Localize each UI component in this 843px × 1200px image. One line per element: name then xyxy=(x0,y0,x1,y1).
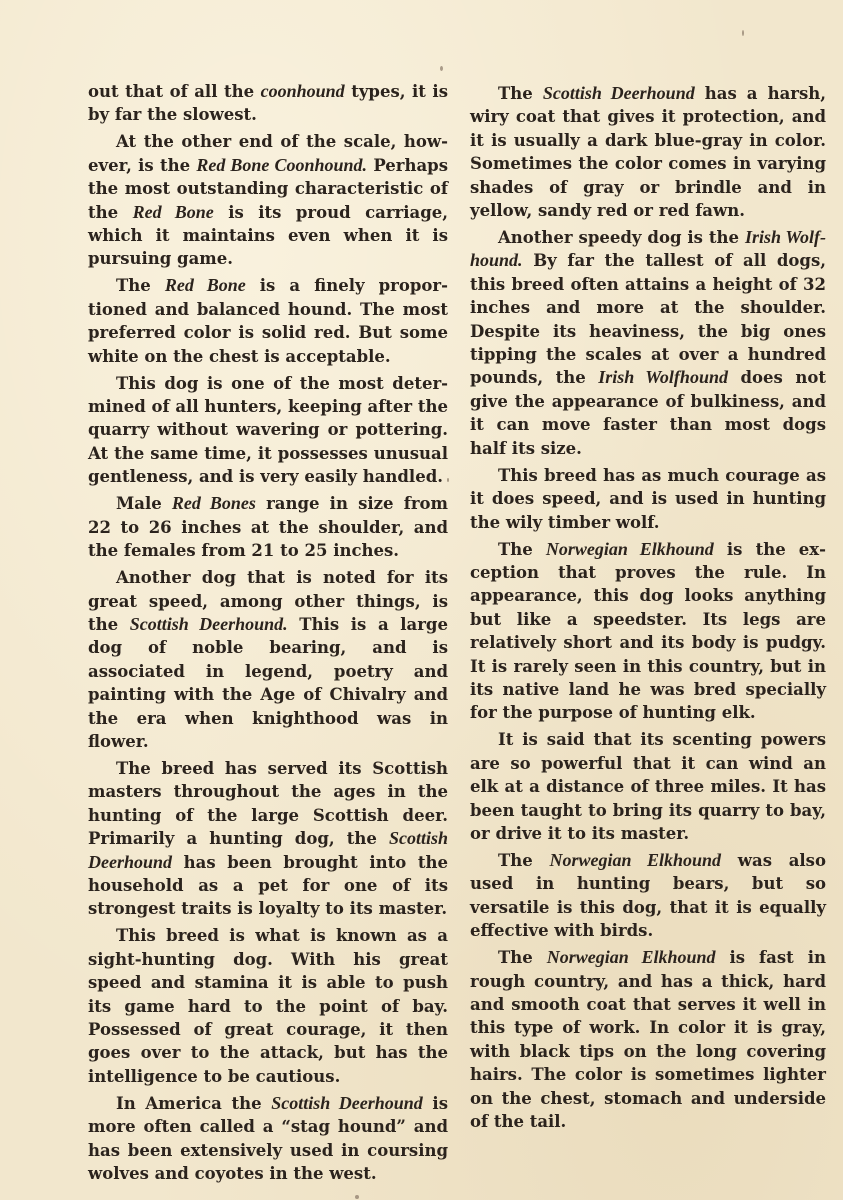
paragraph xyxy=(88,274,448,368)
italic-term: coonhound xyxy=(260,81,345,101)
ink-speck xyxy=(440,66,443,71)
text-run: is fast in rough country, and has a thick, hard and smooth coat that serves it well in this type of work. In color it is gray, with black tips on the long covering hairs. The color is sometimes lighter on the chest, stomach and underside of the tail. xyxy=(470,948,826,1132)
italic-term: Red Bones xyxy=(171,493,256,514)
paragraph xyxy=(88,924,448,1088)
text-run: By far the tallest of all dogs, this breed often attains a height of 32 inches and more at the shoulder. Despite its heaviness, the big ones tipping the scales at over a hundred pounds, the xyxy=(470,251,826,388)
paragraph xyxy=(470,226,826,460)
paragraph xyxy=(470,849,826,943)
paragraph xyxy=(88,80,448,127)
italic-term: Norwegian Elkhound xyxy=(549,849,722,870)
text-run: out that of all the xyxy=(88,82,261,101)
italic-term: Norwegian Elkhound xyxy=(546,947,716,968)
text-run: The xyxy=(498,539,546,559)
ink-speck xyxy=(447,478,449,482)
italic-term: Irish Wolfhound. xyxy=(470,227,826,271)
text-run: is a finely proportioned and balanced hound. The most preferred color is solid red. But some white on the chest is acceptable. xyxy=(88,276,448,366)
text-run: Another dog that is noted for its great speed, among other things, is the xyxy=(88,568,448,634)
text-run: This dog is one of the most determined of all hunters, keeping after the quarry without wavering or pottering. At the same time, it possesses unusual gentleness, and is very easily handled. xyxy=(88,373,448,487)
text-run: The xyxy=(116,276,165,296)
paragraph xyxy=(470,82,826,222)
ink-speck xyxy=(355,1195,359,1199)
paragraph xyxy=(88,492,448,562)
paragraph xyxy=(470,946,826,1133)
italic-term: Red Bone xyxy=(164,275,246,296)
text-run: The xyxy=(498,948,547,968)
text-run: It is said that its scenting powers are so powerful that it can wind an elk at a distance of three miles. It has been taught to bring its quarry to bay, or drive it to its master. xyxy=(470,730,826,843)
right-column xyxy=(470,82,826,1137)
italic-term: Irish Wolfhound xyxy=(598,367,728,388)
text-run: At the other end of the scale, however, is the xyxy=(88,132,448,175)
ink-speck xyxy=(742,30,744,36)
paragraph xyxy=(88,1092,448,1186)
text-run: This breed has as much courage as it does speed, and is used in hunting the wily timber wolf. xyxy=(470,465,826,532)
text-run: is more often called a “stag hound” and has been extensively used in coursing wolves and coyotes in the west. xyxy=(88,1093,448,1184)
text-run: was also used in hunting bears, but so versatile is this dog, that it is equally effective with birds. xyxy=(470,850,826,941)
text-run: types, it is by far the slowest. xyxy=(88,82,448,125)
italic-term: Red Bone xyxy=(132,201,214,222)
paragraph xyxy=(470,728,826,845)
text-run: is the exception that proves the rule. In appearance, this dog looks anything but like a speedster. Its legs are relatively short and its body is pudgy. It is rarely seen in this country, but in its native land he was bred specially for the purpose of hunting elk. xyxy=(470,539,826,723)
italic-term: Red Bone Coonhound. xyxy=(196,154,368,175)
paragraph xyxy=(88,566,448,753)
paragraph xyxy=(88,757,448,921)
text-run: The xyxy=(498,84,543,103)
italic-term: Scottish Deerhound. xyxy=(129,613,288,634)
text-run: The xyxy=(498,850,550,870)
italic-term: Scottish Deerhound xyxy=(542,83,695,103)
paragraph xyxy=(470,464,826,534)
text-run: range in size from 22 to 26 inches at the shoulder, and the females from 21 to 25 inches. xyxy=(88,494,448,561)
text-run: Male xyxy=(116,494,172,514)
italic-term: Norwegian Elkhound xyxy=(545,538,714,559)
paragraph xyxy=(470,538,826,725)
italic-term: Scottish Deerhound xyxy=(88,828,448,872)
text-run: Another speedy dog is the xyxy=(498,228,745,248)
text-run: In America the xyxy=(116,1093,272,1113)
text-run: This breed is what is known as a sight-hunting dog. With his great speed and stamina it is able to push its game hard to the point of bay. Possessed of great courage, it then goes over to the attack, but has the intelligence to be cautious. xyxy=(88,926,448,1086)
italic-term: Scottish Deerhound xyxy=(271,1092,423,1113)
text-run: The breed has served its Scottish masters throughout the ages in the hunting of the large Scottish deer. Primarily a hunting dog, the xyxy=(88,758,448,849)
left-column xyxy=(88,80,448,1189)
text-run: does not give the appearance of bulkiness, and it can move faster than most dogs half its size. xyxy=(470,368,826,458)
text-run: This is a large dog of noble bearing, and is associated in legend, poetry and painting with the Age of Chivalry and the era when knighthood was in flower. xyxy=(88,614,448,751)
paragraph xyxy=(88,372,448,489)
paragraph xyxy=(88,130,448,270)
text-run: has been brought into the household as a pet for one of its strongest traits is loyalty to its master. xyxy=(88,852,448,919)
text-run: has a harsh, wiry coat that gives it protection, and it is usually a dark blue-gray in color. Sometimes the color comes in varying shades of gray or brindle and in yellow, sandy red or red fawn. xyxy=(470,84,826,221)
text-run: is its proud carriage, which it maintains even when it is pursuing game. xyxy=(88,202,448,269)
text-run: Perhaps the most outstanding characteristic of the xyxy=(88,155,448,222)
